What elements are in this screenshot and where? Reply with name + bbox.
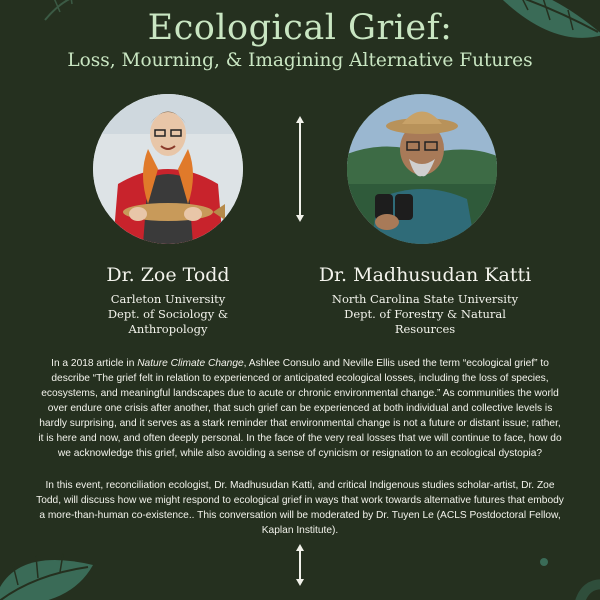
divider-arrow-icon bbox=[292, 116, 308, 222]
affiliation-line: Anthropology bbox=[128, 322, 208, 336]
speaker-name: Dr. Zoe Todd bbox=[106, 264, 230, 286]
affiliation-line: Dept. of Sociology & bbox=[107, 307, 229, 321]
affiliation-line: Resources bbox=[394, 322, 456, 336]
affiliation-line: Carleton University bbox=[110, 292, 226, 306]
page-title: Ecological Grief: bbox=[147, 8, 453, 48]
paragraph-text: , Ashlee Consulo and Neville Ellis used the term “ecological grief” to describe “The grief felt in relation to experienced or anticipated ecological losses, including the loss of species, ecosystems, and meaningful landscapes due to acute or chronic environmental change.” As communities the world over endure one crisis after another, that such grief can be experienced at both individual and collective levels is hardly surprising, and it serves as a stark reminder that environmental change is not a future or distant issue; rather, it is here and now, and often deeply personal. In the face of the very real losses that we will continue to face, how do we acknowledge this grief, while also avoiding a sense of cynicism or resignation to an ecological dystopia? bbox=[38, 358, 562, 459]
leaf-icon bbox=[0, 540, 98, 600]
affiliation-line: North Carolina State University bbox=[331, 292, 519, 306]
speaker-affiliation bbox=[310, 292, 540, 337]
speaker-name: Dr. Madhusudan Katti bbox=[318, 264, 532, 286]
leaf-icon bbox=[538, 540, 600, 600]
journal-title: Nature Climate Change bbox=[137, 358, 244, 369]
speaker-photo-holding-fish bbox=[93, 94, 243, 244]
divider-arrow-icon bbox=[292, 544, 308, 586]
speaker-photo-with-binoculars bbox=[347, 94, 497, 244]
affiliation-line: Dept. of Forestry & Natural bbox=[344, 307, 506, 321]
speaker-affiliation bbox=[68, 292, 268, 337]
event-paragraph: In this event, reconciliation ecologist, Dr. Madhusudan Katti, and critical Indigenous studies scholar-artist, Dr. Zoe Todd, will discuss how we might respond to ecological grief in ways that work towards alternative futures that embody a more-than-human co-existence.. This conversation will be moderated by Dr. Tuyen Le (ACLS Postdoctoral Fellow, Kaplan Institute). bbox=[36, 480, 564, 536]
paragraph-text: In a 2018 article in bbox=[51, 358, 138, 369]
page-subtitle: Loss, Mourning, & Imagining Alternative Futures bbox=[67, 50, 533, 71]
description-paragraph bbox=[36, 356, 564, 461]
